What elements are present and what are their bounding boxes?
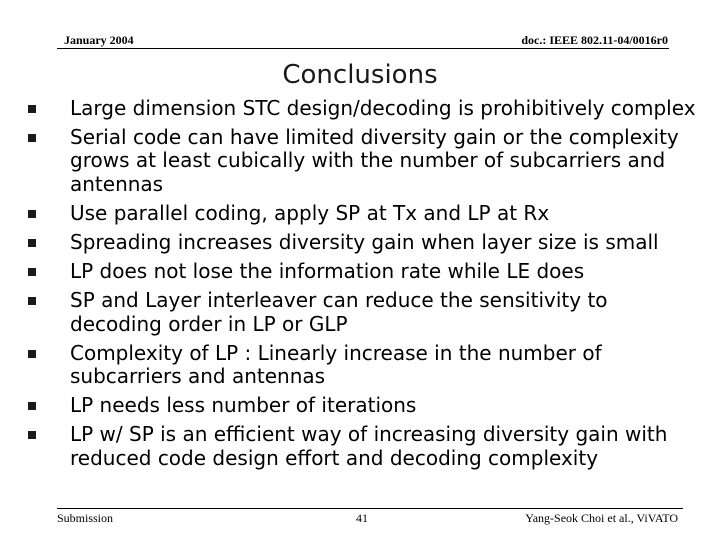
- bullet-text: Spreading increases diversity gain when layer size is small: [70, 230, 659, 255]
- footer-rule: [57, 508, 683, 509]
- square-bullet-icon: [28, 105, 36, 113]
- slide-title: Conclusions: [282, 60, 438, 90]
- bullet-item: [14, 394, 704, 417]
- bullet-text: LP does not lose the information rate while LE does: [70, 259, 585, 284]
- square-bullet-icon: [28, 210, 36, 218]
- header-rule: [57, 48, 669, 49]
- square-bullet-icon: [28, 268, 36, 276]
- footer-page-number: 41: [356, 511, 368, 525]
- square-bullet-icon: [28, 431, 36, 439]
- header-date: January 2004: [64, 33, 134, 47]
- header-doc-id: doc.: IEEE 802.11-04/0016r0: [521, 33, 668, 47]
- bullet-text: Serial code can have limited diversity gain or the complexity grows at least cubically with the number of subcarriers and antennas: [70, 125, 679, 196]
- bullet-text: Complexity of LP : Linearly increase in the number of subcarriers and antennas: [70, 340, 602, 389]
- bullet-item: [14, 97, 704, 120]
- footer-author: Yang-Seok Choi et al., ViVATO: [525, 511, 678, 525]
- square-bullet-icon: [28, 239, 36, 247]
- bullet-text: LP w/ SP is an efficient way of increasing diversity gain with reduced code design effort and decoding complexity: [70, 422, 668, 470]
- bullet-item: [14, 260, 704, 283]
- bullet-item: [14, 342, 704, 388]
- square-bullet-icon: [28, 402, 36, 410]
- bullet-item: [14, 202, 704, 225]
- bullet-text: LP needs less number of iterations: [70, 393, 417, 418]
- bullet-text: SP and Layer interleaver can reduce the sensitivity to decoding order in LP or GLP: [70, 288, 608, 336]
- square-bullet-icon: [28, 297, 36, 305]
- bullet-text: Large dimension STC design/decoding is prohibitively complex: [70, 96, 696, 120]
- bullet-text: Use parallel coding, apply SP at Tx and LP at Rx: [70, 200, 550, 225]
- square-bullet-icon: [28, 350, 36, 358]
- square-bullet-icon: [28, 134, 36, 142]
- bullet-item: [14, 423, 704, 469]
- bullet-item: [14, 126, 704, 196]
- bullet-item: [14, 231, 704, 254]
- bullet-item: [14, 289, 704, 335]
- footer-submission: Submission: [57, 511, 114, 525]
- bullet-list: [14, 97, 704, 476]
